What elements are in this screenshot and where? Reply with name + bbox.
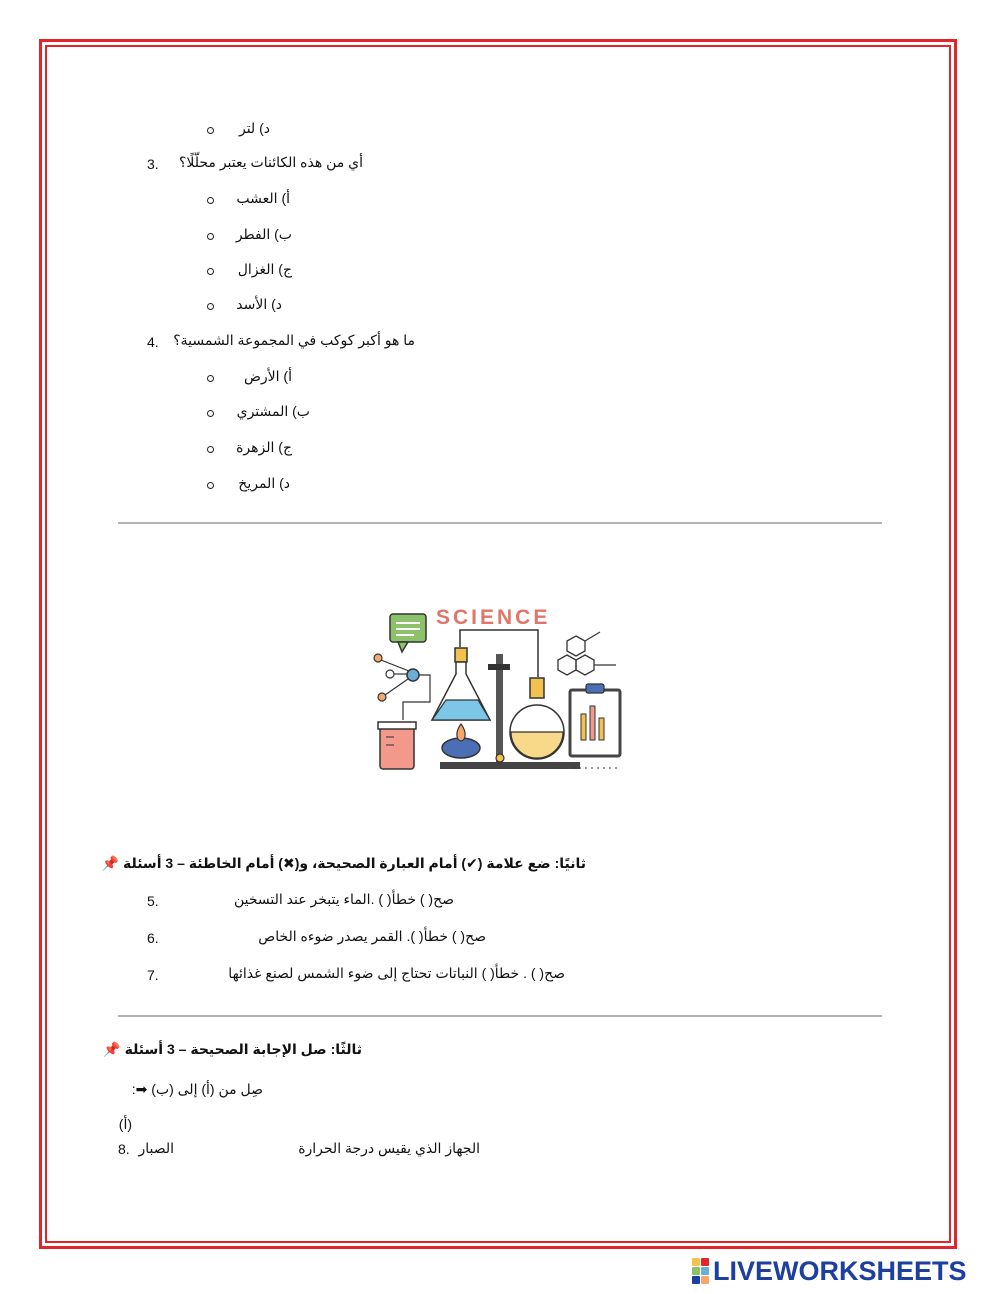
q3-option-c-radio[interactable] [207, 268, 214, 275]
science-label: SCIENCE [436, 606, 551, 629]
q6-text[interactable]: صح( ) خطأ( ). القمر يصدر ضوءه الخاص [258, 928, 486, 944]
q2-option-d: د) لتر [238, 120, 270, 136]
q4-number: 4. [147, 334, 159, 350]
q4-option-d-radio[interactable] [207, 482, 214, 489]
q4-option-c-radio[interactable] [207, 446, 214, 453]
q4-option-b-radio[interactable] [207, 410, 214, 417]
q3-option-c: ج) الغزال [237, 261, 292, 277]
q3-text: أي من هذه الكائنات يعتبر محلّلًا؟ [178, 154, 363, 170]
divider-2 [118, 1015, 882, 1017]
section2-heading: ثانيًا: ضع علامة (✔) أمام العبارة الصحيحة، و(✖) أمام الخاطئة – 3 أسئلة 📌 [101, 855, 586, 871]
q8-item-a[interactable]: الصبار [138, 1140, 174, 1156]
q6-number: 6. [147, 930, 159, 946]
science-lab-illustration [368, 602, 626, 774]
q4-option-b: ب) المشتري [236, 403, 310, 419]
q2-option-d-radio[interactable] [207, 127, 214, 134]
q5-text[interactable]: صح( ) خطأ( ) .الماء يتبخر عند التسخين [233, 891, 454, 907]
section3-heading: ثالثًا: صل الإجابة الصحيحة – 3 أسئلة 📌 [103, 1041, 362, 1057]
q8-item-b[interactable]: الجهاز الذي يقيس درجة الحرارة [298, 1140, 480, 1156]
q7-text[interactable]: صح( ) . خطأ( ) النباتات تحتاج إلى ضوء الشمس لصنع غذائها [228, 965, 565, 981]
q3-option-d: د) الأسد [236, 296, 282, 312]
q3-number: 3. [147, 156, 159, 172]
q3-option-a: أ) العشب [236, 190, 290, 206]
liveworksheets-logo-icon [692, 1258, 709, 1284]
q4-text: ما هو أكبر كوكب في المجموعة الشمسية؟ [173, 332, 415, 348]
q3-option-b-radio[interactable] [207, 233, 214, 240]
q3-option-b: ب) الفطر [235, 226, 292, 242]
section3-instruction: صِل من (أ) إلى (ب) ➡: [131, 1081, 263, 1097]
q4-option-a: أ) الأرض [243, 368, 292, 384]
liveworksheets-brand: LIVEWORKSHEETS [713, 1255, 967, 1286]
q3-option-a-radio[interactable] [207, 197, 214, 204]
q4-option-d: د) المريخ [238, 475, 290, 491]
q7-number: 7. [147, 967, 159, 983]
column-a-label: (أ) [118, 1116, 132, 1132]
q4-option-c: ج) الزهرة [236, 439, 292, 455]
q3-option-d-radio[interactable] [207, 303, 214, 310]
q8-number: 8. [118, 1141, 130, 1157]
q4-option-a-radio[interactable] [207, 375, 214, 382]
q5-number: 5. [147, 893, 159, 909]
liveworksheets-logo[interactable] [692, 1257, 967, 1285]
divider-1 [118, 522, 882, 524]
